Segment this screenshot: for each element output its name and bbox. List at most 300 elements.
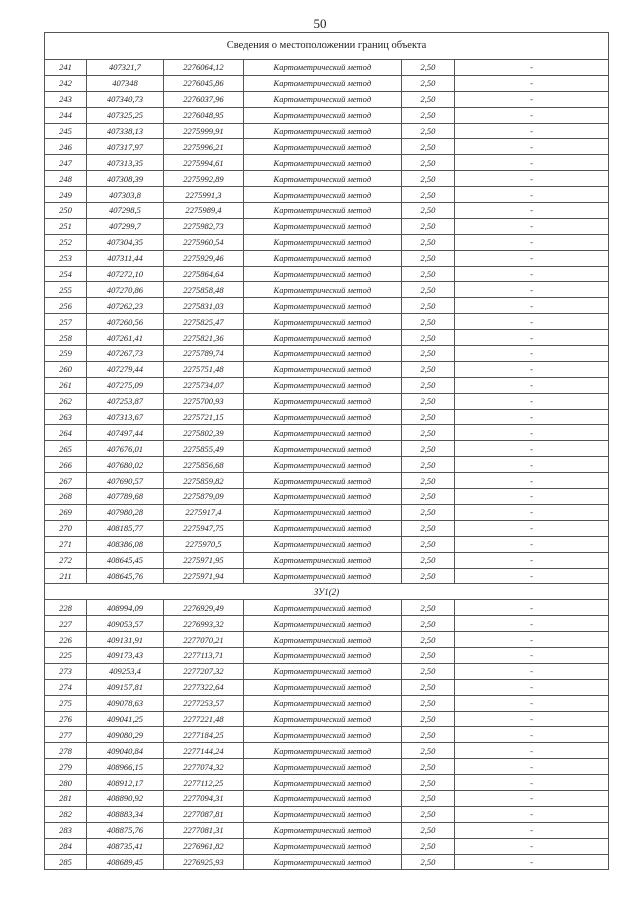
table-row [45, 457, 609, 473]
cell-method: Картометрический метод [243, 632, 401, 648]
table-row [45, 504, 609, 520]
cell-y-coordinate: 2275864,64 [163, 266, 243, 282]
cell-description: - [455, 568, 609, 584]
cell-point-number: 269 [45, 504, 87, 520]
cell-y-coordinate: 2277094,31 [163, 790, 243, 806]
cell-method: Картометрический метод [243, 330, 401, 346]
table-row [45, 250, 609, 266]
table-row [45, 647, 609, 663]
cell-method: Картометрический метод [243, 663, 401, 679]
cell-method: Картометрический метод [243, 250, 401, 266]
table-row [45, 60, 609, 76]
cell-x-coordinate: 407253,87 [87, 393, 164, 409]
cell-description: - [455, 123, 609, 139]
cell-precision: 2,50 [401, 123, 454, 139]
cell-precision: 2,50 [401, 75, 454, 91]
cell-x-coordinate: 408912,17 [87, 775, 164, 791]
cell-y-coordinate: 2275734,07 [163, 377, 243, 393]
cell-precision: 2,50 [401, 425, 454, 441]
cell-description: - [455, 393, 609, 409]
cell-y-coordinate: 2277113,71 [163, 647, 243, 663]
cell-method: Картометрический метод [243, 806, 401, 822]
cell-method: Картометрический метод [243, 727, 401, 743]
cell-point-number: 266 [45, 457, 87, 473]
cell-point-number: 211 [45, 568, 87, 584]
cell-description: - [455, 473, 609, 489]
cell-description: - [455, 616, 609, 632]
cell-y-coordinate: 2276037,96 [163, 91, 243, 107]
cell-x-coordinate: 408966,15 [87, 759, 164, 775]
cell-method: Картометрический метод [243, 441, 401, 457]
cell-y-coordinate: 2275989,4 [163, 203, 243, 219]
cell-precision: 2,50 [401, 107, 454, 123]
cell-precision: 2,50 [401, 346, 454, 362]
cell-precision: 2,50 [401, 790, 454, 806]
cell-description: - [455, 854, 609, 870]
cell-precision: 2,50 [401, 759, 454, 775]
table-row [45, 822, 609, 838]
cell-method: Картометрический метод [243, 775, 401, 791]
table-row [45, 759, 609, 775]
cell-x-coordinate: 407313,35 [87, 155, 164, 171]
cell-method: Картометрический метод [243, 600, 401, 616]
cell-x-coordinate: 408689,45 [87, 854, 164, 870]
cell-description: - [455, 377, 609, 393]
cell-x-coordinate: 407298,5 [87, 203, 164, 219]
cell-point-number: 252 [45, 234, 87, 250]
cell-precision: 2,50 [401, 647, 454, 663]
cell-point-number: 276 [45, 711, 87, 727]
table-row [45, 790, 609, 806]
cell-method: Картометрический метод [243, 171, 401, 187]
cell-method: Картометрический метод [243, 218, 401, 234]
cell-method: Картометрический метод [243, 838, 401, 854]
cell-precision: 2,50 [401, 266, 454, 282]
cell-method: Картометрический метод [243, 139, 401, 155]
cell-y-coordinate: 2276925,93 [163, 854, 243, 870]
table-row [45, 854, 609, 870]
table-row [45, 139, 609, 155]
table-row [45, 520, 609, 536]
cell-precision: 2,50 [401, 250, 454, 266]
cell-precision: 2,50 [401, 663, 454, 679]
cell-y-coordinate: 2277081,31 [163, 822, 243, 838]
cell-method: Картометрический метод [243, 60, 401, 76]
cell-method: Картометрический метод [243, 679, 401, 695]
cell-x-coordinate: 407262,23 [87, 298, 164, 314]
cell-precision: 2,50 [401, 600, 454, 616]
cell-x-coordinate: 409253,4 [87, 663, 164, 679]
cell-precision: 2,50 [401, 536, 454, 552]
cell-method: Картометрический метод [243, 107, 401, 123]
cell-description: - [455, 298, 609, 314]
cell-x-coordinate: 407267,73 [87, 346, 164, 362]
cell-y-coordinate: 2275721,15 [163, 409, 243, 425]
cell-x-coordinate: 409173,43 [87, 647, 164, 663]
cell-x-coordinate: 408735,41 [87, 838, 164, 854]
cell-description: - [455, 663, 609, 679]
cell-x-coordinate: 407270,86 [87, 282, 164, 298]
cell-x-coordinate: 407338,13 [87, 123, 164, 139]
cell-description: - [455, 457, 609, 473]
cell-description: - [455, 441, 609, 457]
cell-method: Картометрический метод [243, 91, 401, 107]
cell-y-coordinate: 2277144,24 [163, 743, 243, 759]
cell-method: Картометрический метод [243, 536, 401, 552]
cell-description: - [455, 218, 609, 234]
cell-method: Картометрический метод [243, 489, 401, 505]
cell-point-number: 255 [45, 282, 87, 298]
table-row [45, 679, 609, 695]
cell-x-coordinate: 407313,67 [87, 409, 164, 425]
cell-point-number: 258 [45, 330, 87, 346]
cell-x-coordinate: 408386,08 [87, 536, 164, 552]
cell-method: Картометрический метод [243, 473, 401, 489]
cell-method: Картометрический метод [243, 616, 401, 632]
cell-description: - [455, 806, 609, 822]
cell-x-coordinate: 408890,92 [87, 790, 164, 806]
cell-description: - [455, 187, 609, 203]
cell-description: - [455, 695, 609, 711]
cell-point-number: 249 [45, 187, 87, 203]
cell-description: - [455, 822, 609, 838]
cell-precision: 2,50 [401, 520, 454, 536]
cell-x-coordinate: 407272,10 [87, 266, 164, 282]
cell-y-coordinate: 2275992,89 [163, 171, 243, 187]
cell-method: Картометрический метод [243, 520, 401, 536]
cell-point-number: 244 [45, 107, 87, 123]
cell-precision: 2,50 [401, 822, 454, 838]
cell-x-coordinate: 407308,39 [87, 171, 164, 187]
cell-precision: 2,50 [401, 616, 454, 632]
table-row [45, 838, 609, 854]
table-row [45, 75, 609, 91]
cell-point-number: 273 [45, 663, 87, 679]
cell-method: Картометрический метод [243, 123, 401, 139]
cell-x-coordinate: 407676,01 [87, 441, 164, 457]
cell-point-number: 241 [45, 60, 87, 76]
cell-method: Картометрический метод [243, 647, 401, 663]
cell-point-number: 259 [45, 346, 87, 362]
table-row [45, 187, 609, 203]
table-row [45, 107, 609, 123]
cell-description: - [455, 489, 609, 505]
cell-precision: 2,50 [401, 727, 454, 743]
cell-point-number: 270 [45, 520, 87, 536]
cell-x-coordinate: 409040,84 [87, 743, 164, 759]
cell-y-coordinate: 2275996,21 [163, 139, 243, 155]
cell-point-number: 242 [45, 75, 87, 91]
cell-precision: 2,50 [401, 473, 454, 489]
cell-x-coordinate: 408185,77 [87, 520, 164, 536]
cell-precision: 2,50 [401, 441, 454, 457]
cell-y-coordinate: 2275994,61 [163, 155, 243, 171]
cell-description: - [455, 171, 609, 187]
table-row [45, 806, 609, 822]
cell-precision: 2,50 [401, 298, 454, 314]
cell-method: Картометрический метод [243, 234, 401, 250]
table-row [45, 568, 609, 584]
table-row [45, 218, 609, 234]
table-row [45, 314, 609, 330]
cell-description: - [455, 107, 609, 123]
cell-y-coordinate: 2275856,68 [163, 457, 243, 473]
cell-precision: 2,50 [401, 155, 454, 171]
cell-description: - [455, 75, 609, 91]
cell-y-coordinate: 2275855,49 [163, 441, 243, 457]
cell-point-number: 246 [45, 139, 87, 155]
cell-point-number: 275 [45, 695, 87, 711]
cell-x-coordinate: 407260,56 [87, 314, 164, 330]
cell-precision: 2,50 [401, 504, 454, 520]
cell-point-number: 257 [45, 314, 87, 330]
cell-point-number: 253 [45, 250, 87, 266]
cell-point-number: 227 [45, 616, 87, 632]
cell-y-coordinate: 2275917,4 [163, 504, 243, 520]
cell-precision: 2,50 [401, 806, 454, 822]
cell-method: Картометрический метод [243, 155, 401, 171]
cell-description: - [455, 314, 609, 330]
cell-y-coordinate: 2275971,95 [163, 552, 243, 568]
cell-x-coordinate: 409041,25 [87, 711, 164, 727]
cell-x-coordinate: 407321,7 [87, 60, 164, 76]
cell-precision: 2,50 [401, 377, 454, 393]
cell-precision: 2,50 [401, 775, 454, 791]
cell-y-coordinate: 2277221,48 [163, 711, 243, 727]
cell-method: Картометрический метод [243, 695, 401, 711]
cell-point-number: 260 [45, 361, 87, 377]
cell-method: Картометрический метод [243, 711, 401, 727]
cell-description: - [455, 155, 609, 171]
cell-point-number: 264 [45, 425, 87, 441]
cell-precision: 2,50 [401, 282, 454, 298]
cell-description: - [455, 536, 609, 552]
cell-precision: 2,50 [401, 139, 454, 155]
cell-x-coordinate: 409131,91 [87, 632, 164, 648]
cell-description: - [455, 250, 609, 266]
cell-x-coordinate: 408645,45 [87, 552, 164, 568]
table-row [45, 695, 609, 711]
cell-point-number: 278 [45, 743, 87, 759]
table-row [45, 203, 609, 219]
cell-precision: 2,50 [401, 218, 454, 234]
cell-description: - [455, 425, 609, 441]
cell-precision: 2,50 [401, 854, 454, 870]
cell-precision: 2,50 [401, 187, 454, 203]
cell-x-coordinate: 407340,73 [87, 91, 164, 107]
cell-point-number: 283 [45, 822, 87, 838]
cell-description: - [455, 679, 609, 695]
cell-method: Картометрический метод [243, 377, 401, 393]
cell-y-coordinate: 2276045,86 [163, 75, 243, 91]
table-row [45, 441, 609, 457]
cell-point-number: 267 [45, 473, 87, 489]
cell-y-coordinate: 2275991,3 [163, 187, 243, 203]
table-row [45, 727, 609, 743]
cell-y-coordinate: 2276048,95 [163, 107, 243, 123]
cell-precision: 2,50 [401, 203, 454, 219]
table-row [45, 775, 609, 791]
cell-method: Картометрический метод [243, 759, 401, 775]
cell-method: Картометрический метод [243, 552, 401, 568]
cell-x-coordinate: 408883,34 [87, 806, 164, 822]
cell-description: - [455, 743, 609, 759]
cell-precision: 2,50 [401, 711, 454, 727]
cell-y-coordinate: 2277322,64 [163, 679, 243, 695]
cell-method: Картометрический метод [243, 409, 401, 425]
cell-method: Картометрический метод [243, 361, 401, 377]
cell-precision: 2,50 [401, 838, 454, 854]
cell-description: - [455, 91, 609, 107]
cell-precision: 2,50 [401, 234, 454, 250]
cell-description: - [455, 203, 609, 219]
cell-precision: 2,50 [401, 409, 454, 425]
cell-point-number: 284 [45, 838, 87, 854]
section-label: ЗУ1(2) [45, 584, 609, 600]
cell-method: Картометрический метод [243, 203, 401, 219]
cell-x-coordinate: 407311,44 [87, 250, 164, 266]
cell-x-coordinate: 407980,28 [87, 504, 164, 520]
table-row [45, 425, 609, 441]
cell-method: Картометрический метод [243, 298, 401, 314]
table-row [45, 361, 609, 377]
cell-y-coordinate: 2277070,21 [163, 632, 243, 648]
cell-method: Картометрический метод [243, 266, 401, 282]
cell-description: - [455, 282, 609, 298]
cell-point-number: 250 [45, 203, 87, 219]
cell-y-coordinate: 2275858,48 [163, 282, 243, 298]
cell-x-coordinate: 407690,57 [87, 473, 164, 489]
table-title-row [45, 33, 609, 60]
cell-point-number: 281 [45, 790, 87, 806]
cell-point-number: 251 [45, 218, 87, 234]
cell-x-coordinate: 408645,76 [87, 568, 164, 584]
cell-x-coordinate: 407680,02 [87, 457, 164, 473]
cell-precision: 2,50 [401, 393, 454, 409]
table-row [45, 266, 609, 282]
cell-description: - [455, 409, 609, 425]
cell-description: - [455, 632, 609, 648]
cell-y-coordinate: 2277112,25 [163, 775, 243, 791]
cell-description: - [455, 552, 609, 568]
cell-point-number: 225 [45, 647, 87, 663]
cell-point-number: 243 [45, 91, 87, 107]
cell-description: - [455, 504, 609, 520]
cell-description: - [455, 711, 609, 727]
cell-x-coordinate: 409080,29 [87, 727, 164, 743]
table-title: Сведения о местоположении границ объекта [45, 33, 609, 60]
table-row [45, 600, 609, 616]
cell-point-number: 247 [45, 155, 87, 171]
cell-description: - [455, 346, 609, 362]
cell-method: Картометрический метод [243, 314, 401, 330]
cell-method: Картометрический метод [243, 282, 401, 298]
cell-description: - [455, 60, 609, 76]
cell-description: - [455, 790, 609, 806]
table-row [45, 663, 609, 679]
cell-x-coordinate: 407348 [87, 75, 164, 91]
table-row [45, 123, 609, 139]
cell-y-coordinate: 2277207,32 [163, 663, 243, 679]
table-row [45, 473, 609, 489]
cell-x-coordinate: 407261,41 [87, 330, 164, 346]
table-row [45, 409, 609, 425]
cell-point-number: 285 [45, 854, 87, 870]
table-row [45, 711, 609, 727]
cell-y-coordinate: 2275802,39 [163, 425, 243, 441]
cell-description: - [455, 600, 609, 616]
cell-method: Картометрический метод [243, 187, 401, 203]
cell-point-number: 277 [45, 727, 87, 743]
cell-point-number: 226 [45, 632, 87, 648]
table-row [45, 298, 609, 314]
table-row [45, 536, 609, 552]
cell-precision: 2,50 [401, 679, 454, 695]
boundary-table [44, 32, 609, 870]
cell-y-coordinate: 2275859,82 [163, 473, 243, 489]
cell-description: - [455, 775, 609, 791]
cell-y-coordinate: 2275999,91 [163, 123, 243, 139]
cell-y-coordinate: 2275831,03 [163, 298, 243, 314]
cell-method: Картометрический метод [243, 854, 401, 870]
cell-point-number: 280 [45, 775, 87, 791]
table-row [45, 377, 609, 393]
section-row [45, 584, 609, 600]
cell-precision: 2,50 [401, 171, 454, 187]
table-row [45, 616, 609, 632]
cell-x-coordinate: 407279,44 [87, 361, 164, 377]
cell-y-coordinate: 2276929,49 [163, 600, 243, 616]
cell-description: - [455, 647, 609, 663]
cell-x-coordinate: 407299,7 [87, 218, 164, 234]
cell-point-number: 254 [45, 266, 87, 282]
cell-method: Картометрический метод [243, 743, 401, 759]
cell-point-number: 245 [45, 123, 87, 139]
cell-y-coordinate: 2275751,48 [163, 361, 243, 377]
cell-x-coordinate: 408875,76 [87, 822, 164, 838]
cell-description: - [455, 266, 609, 282]
cell-y-coordinate: 2275970,5 [163, 536, 243, 552]
table-row [45, 234, 609, 250]
page-number: 50 [313, 16, 327, 31]
cell-point-number: 272 [45, 552, 87, 568]
cell-x-coordinate: 409157,81 [87, 679, 164, 695]
cell-x-coordinate: 408994,09 [87, 600, 164, 616]
cell-description: - [455, 330, 609, 346]
cell-y-coordinate: 2275971,94 [163, 568, 243, 584]
cell-y-coordinate: 2275821,36 [163, 330, 243, 346]
cell-x-coordinate: 407325,25 [87, 107, 164, 123]
table-row [45, 346, 609, 362]
cell-point-number: 248 [45, 171, 87, 187]
cell-point-number: 282 [45, 806, 87, 822]
cell-y-coordinate: 2275982,73 [163, 218, 243, 234]
cell-precision: 2,50 [401, 91, 454, 107]
table-row [45, 552, 609, 568]
table-row [45, 155, 609, 171]
cell-y-coordinate: 2276993,32 [163, 616, 243, 632]
cell-precision: 2,50 [401, 695, 454, 711]
cell-precision: 2,50 [401, 489, 454, 505]
cell-point-number: 279 [45, 759, 87, 775]
cell-y-coordinate: 2275789,74 [163, 346, 243, 362]
cell-precision: 2,50 [401, 361, 454, 377]
cell-y-coordinate: 2275947,75 [163, 520, 243, 536]
cell-y-coordinate: 2277253,57 [163, 695, 243, 711]
cell-precision: 2,50 [401, 330, 454, 346]
table-row [45, 91, 609, 107]
cell-precision: 2,50 [401, 552, 454, 568]
